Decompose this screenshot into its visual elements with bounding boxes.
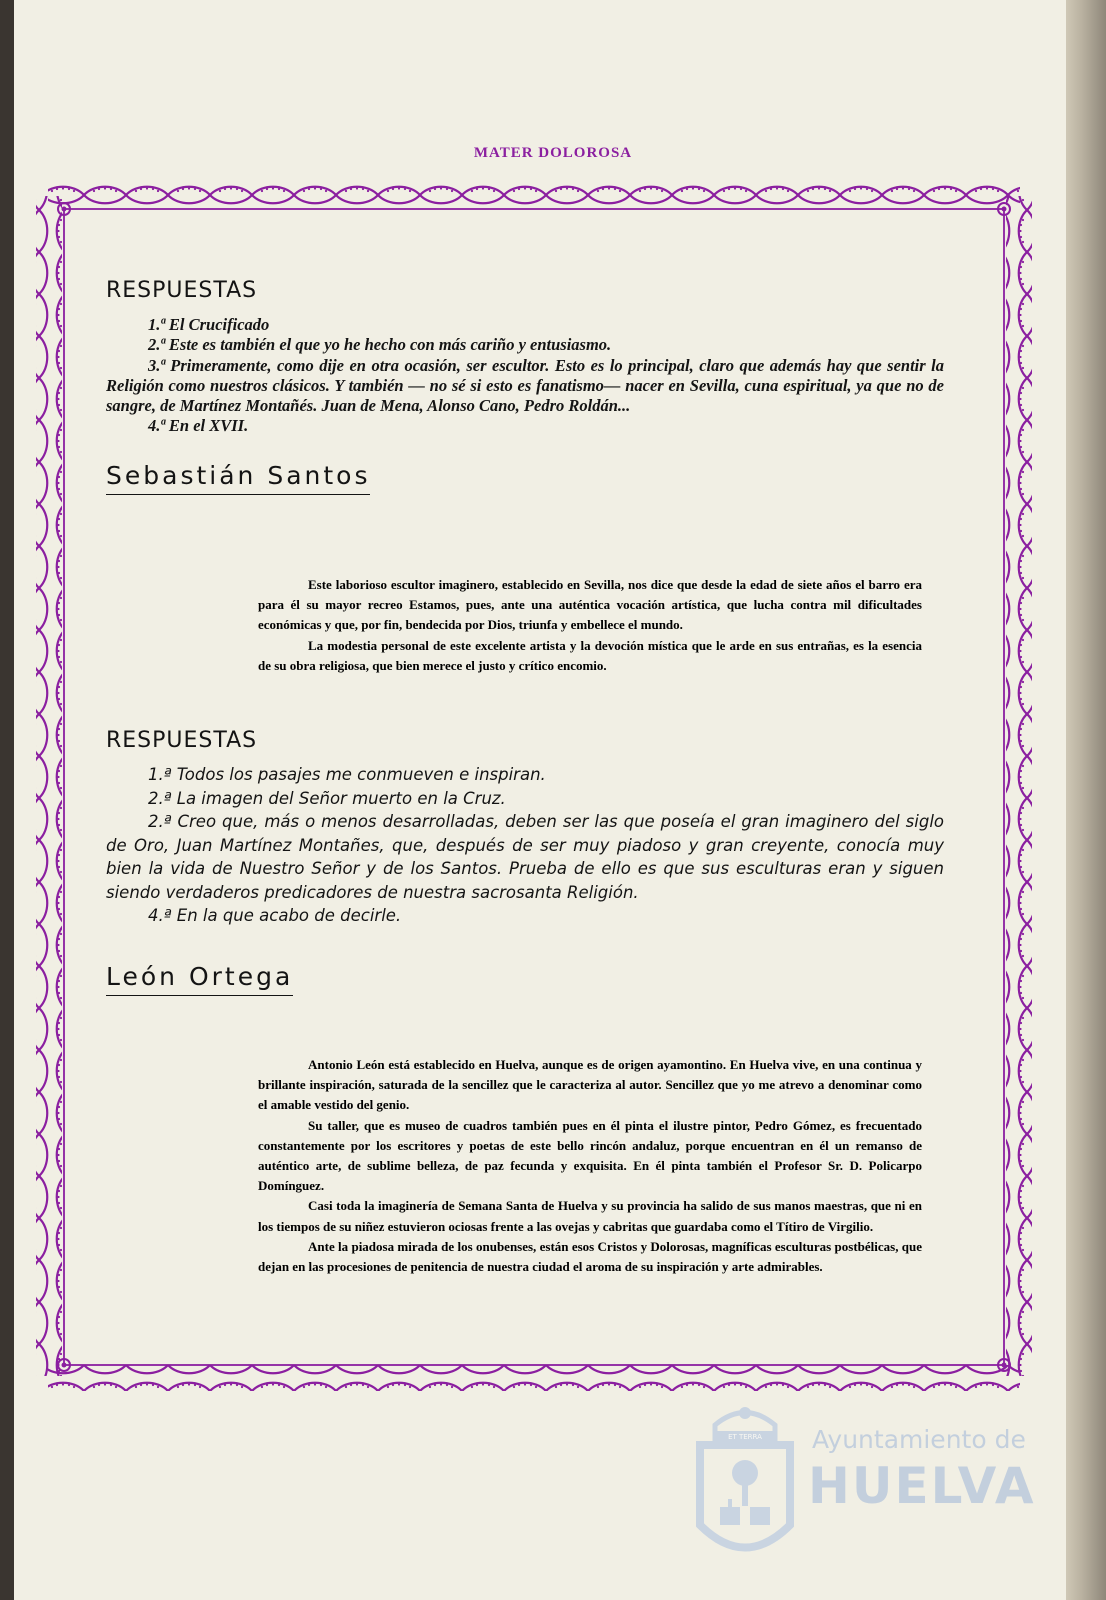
section-title: RESPUESTAS xyxy=(106,278,258,303)
answers-list xyxy=(106,763,944,928)
bio-paragraph: Su taller, que es museo de cuadros también pues en él pinta el ilustre pintor, Pedro Gómez, es frecuentado constantemente por los escritores y poetas de este bello rincón andaluz, porque encuentran en él un remanso de auténtico arte, de sublime belleza, de paz fecunda y exquisita. En él pinta también el Profesor Sr. D. Policarpo Domínguez. xyxy=(258,1117,922,1194)
watermark xyxy=(680,1385,1080,1585)
page-content xyxy=(106,278,944,495)
bio-paragraph: Ante la piadosa mirada de los onubenses, están esos Cristos y Dolorosas, magníficas esculturas postbélicas, que dejan en las procesiones de penitencia de nuestra ciudad el aroma de su inspiración y arte admirables. xyxy=(258,1238,922,1275)
artist-name: Sebastián Santos xyxy=(106,461,370,495)
answers-list xyxy=(106,315,944,437)
city-seal-icon xyxy=(680,1385,810,1575)
watermark-text-top: Ayuntamiento de xyxy=(812,1425,1026,1454)
answer-item: 4.ª En el XVII. xyxy=(148,416,249,436)
svg-text:ET TERRA: ET TERRA xyxy=(728,1433,762,1441)
answer-item: 2.ª La imagen del Señor muerto en la Cruz. xyxy=(148,788,506,808)
answer-item: 4.ª En la que acabo de decirle. xyxy=(148,906,402,925)
artist-bio xyxy=(258,575,922,676)
answer-item: 1.ª El Crucificado xyxy=(148,315,270,334)
artist-name: León Ortega xyxy=(106,962,293,996)
page-content xyxy=(106,728,944,996)
bio-paragraph: Casi toda la imaginería de Semana Santa de Huelva y su provincia ha salido de sus manos maestras, que ni en los tiempos de su niñez estuvieron ociosas frente a las ovejas y cabritas que guardaba como el Títiro de Virgilio. xyxy=(258,1198,922,1234)
bio-paragraph: La modestia personal de este excelente artista y la devoción mística que le arde en sus entrañas, es la esencia de su obra religiosa, que bien merece el justo y crítico encomio. xyxy=(258,637,922,673)
answer-item: 2.ª Este es también el que yo he hecho con más cariño y entusiasmo. xyxy=(148,335,612,355)
answer-item: 3.ª Primeramente, como dije en otra ocasión, ser escultor. Esto es lo principal, claro que además hay que sentir la Religión como nuestros clásicos. Y también — no sé si esto es fanatismo— nacer en Sevilla, cuna espiritual, ya que no de sangre, de Martínez Montañés. Juan de Mena, Alonso Cano, Pedro Roldán... xyxy=(106,355,944,416)
bio-paragraph: Antonio León está establecido en Huelva, aunque es de origen ayamontino. En Huelva vive, en una continua y brillante inspiración, saturada de la sencillez que le caracteriza al autor. Sencillez que yo me atrevo a denominar como el amable vestido del genio. xyxy=(258,1057,922,1113)
section-title: RESPUESTAS xyxy=(106,728,258,753)
bio-paragraph: Este laborioso escultor imaginero, establecido en Sevilla, nos dice que desde la edad de siete años el barro era para él su mayor recreo Estamos, pues, ante una auténtica vocación artística, que lucha contra mil dificultades económicas y que, por fin, bendecida por Dios, triunfa y embellece el mundo. xyxy=(258,577,922,633)
running-header: MATER DOLOROSA xyxy=(473,145,633,161)
artist-bio xyxy=(258,1055,922,1277)
watermark-text-bottom: HUELVA xyxy=(808,1457,1036,1515)
answer-item: 2.ª Creo que, más o menos desarrolladas, deben ser las que poseía el gran imaginero del siglo de Oro, Juan Martínez Montañes, que, después de ser muy piadoso y gran creyente, conocía muy bien la vida de Nuestro Señor y de los Santos. Prueba de ello es que sus esculturas eran y siguen siendo verdaderos predicadores de nuestra sacrosanta Religión. xyxy=(106,812,944,902)
answer-item: 1.ª Todos los pasajes me conmueven e inspiran. xyxy=(148,765,546,784)
